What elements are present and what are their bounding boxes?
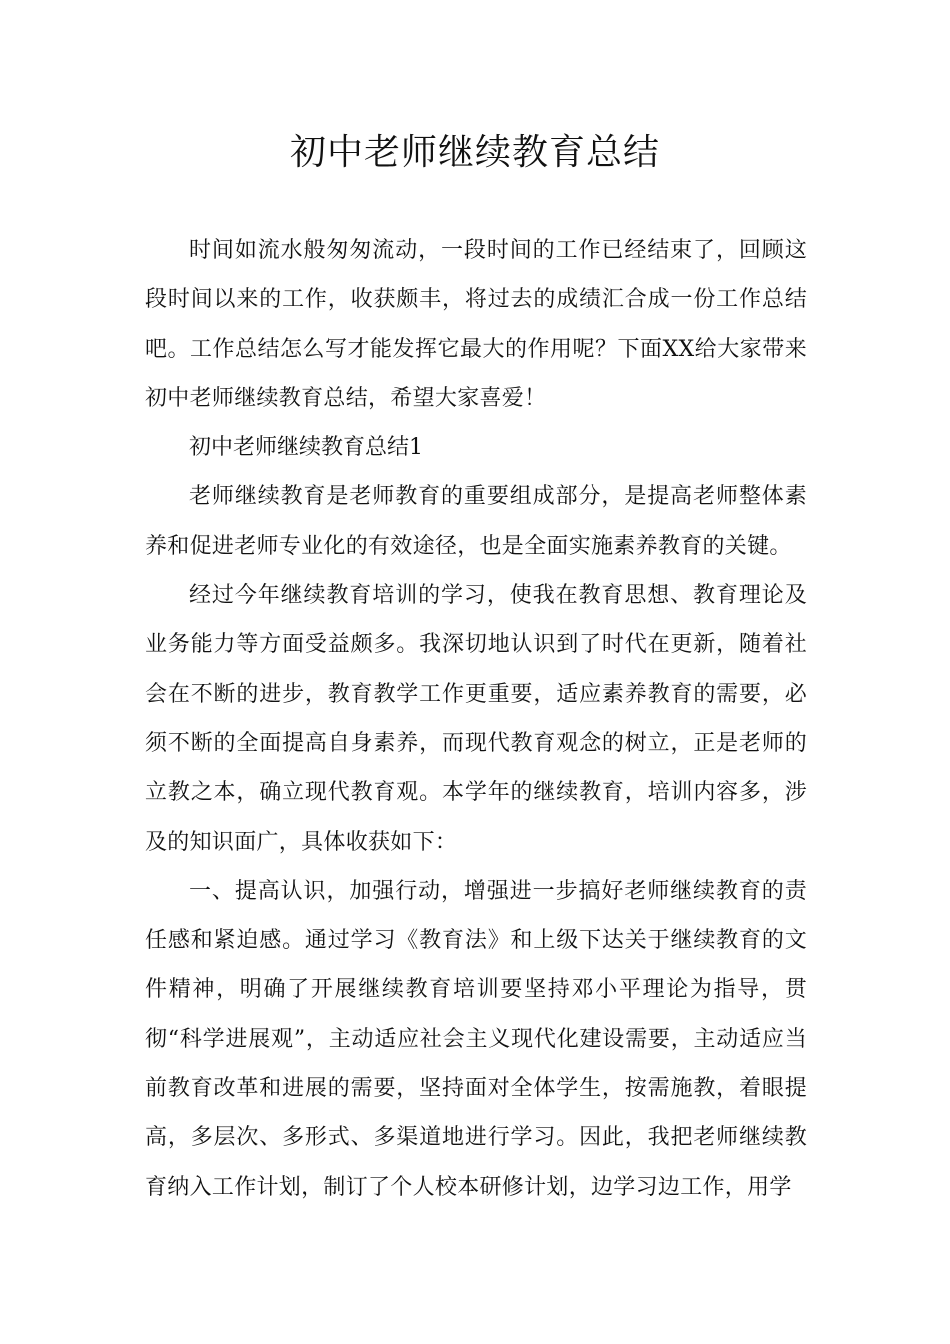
document-title: 初中老师继续教育总结: [289, 132, 660, 173]
paragraph-intro: 时间如流水般匆匆流动，一段时间的工作已经结束了，回顾这段时间以来的工作，收获颇丰，将过去的成绩汇合成一份工作总结吧。工作总结怎么写才能发挥它最大的作用呢？下面XX给大家带来初中老师继续教育总结，希望大家喜爱！: [145, 238, 807, 411]
section-heading-1: 初中老师继续教育总结1: [189, 435, 423, 461]
paragraph-point-one: 一、提高认识，加强行动，增强进一步搞好老师继续教育的责任感和紧迫感。通过学习《教育法》和上级下达关于继续教育的文件精神，明确了开展继续教育培训要坚持邓小平理论为指导，贯彻“科学进展观”，主动适应社会主义现代化建设需要，主动适应当前教育改革和进展的需要，坚持面对全体学生，按需施教，着眼提高，多层次、多形式、多渠道地进行学习。因此，我把老师继续教育纳入工作计划，制订了个人校本研修计划，边学习边工作，用学: [145, 878, 807, 1200]
paragraph-definition: 老师继续教育是老师教育的重要组成部分，是提高老师整体素养和促进老师专业化的有效途径，也是全面实施素养教育的关键。: [145, 484, 807, 559]
document-body: [145, 226, 807, 1212]
paragraph-gains: 经过今年继续教育培训的学习，使我在教育思想、教育理论及业务能力等方面受益颇多。我深切地认识到了时代在更新，随着社会在不断的进步，教育教学工作更重要，适应素养教育的需要，必须不断的全面提高自身素养，而现代教育观念的树立，正是老师的立教之本，确立现代教育观。本学年的继续教育，培训内容多，涉及的知识面广，具体收获如下：: [145, 583, 807, 855]
